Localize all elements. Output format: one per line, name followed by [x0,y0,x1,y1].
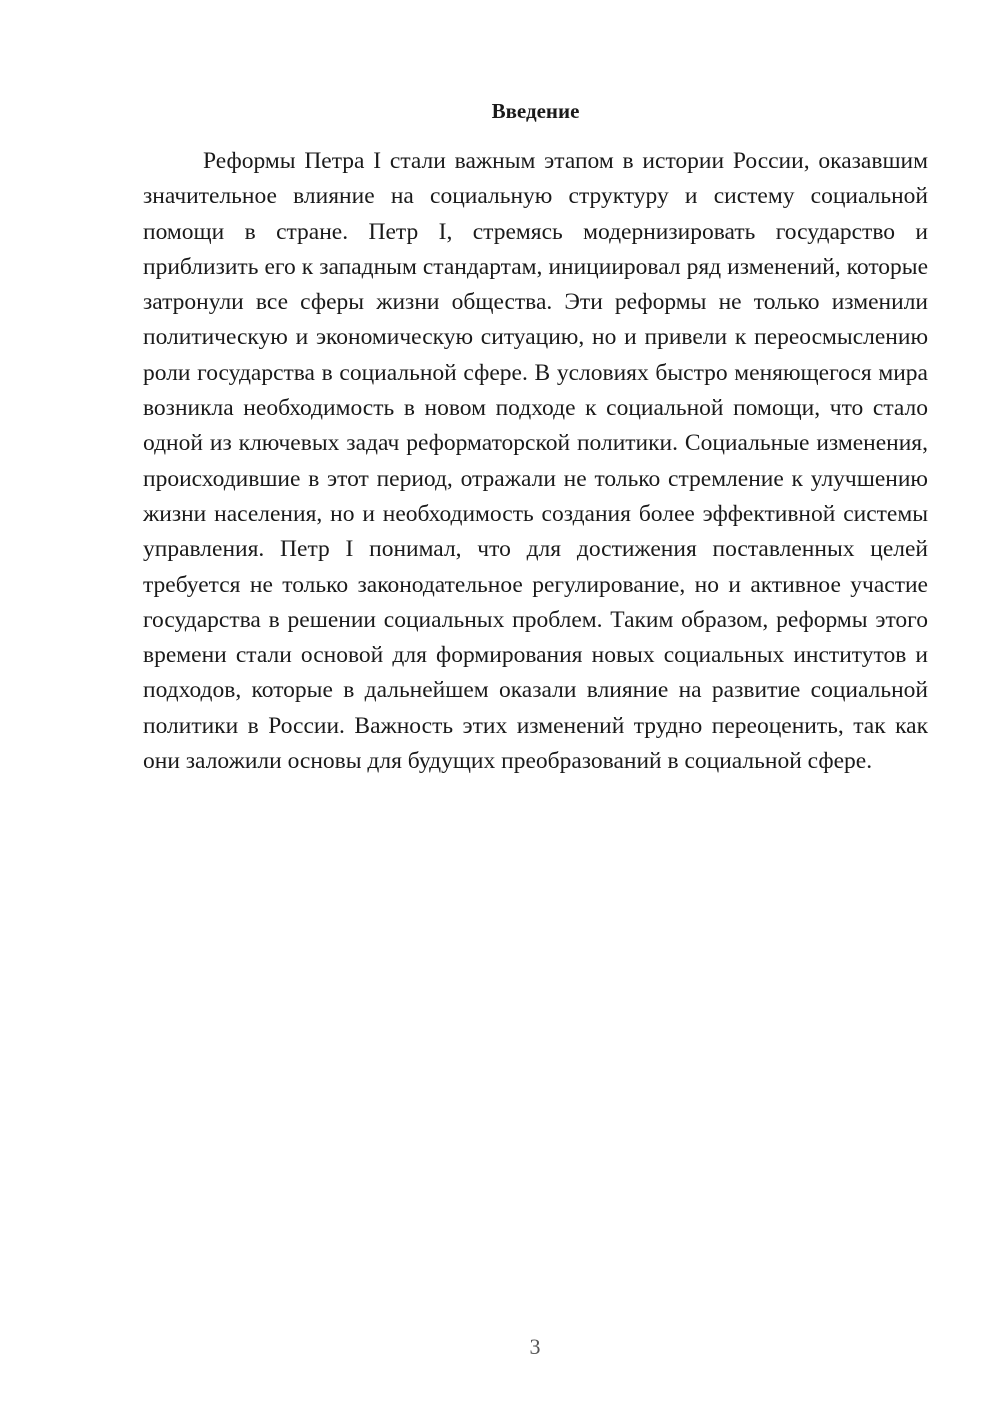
body-paragraph: Реформы Петра I стали важным этапом в истории России, оказавшим значительное влияние на социальную структуру и систему социальной помощи в стране. Петр I, стремясь модернизировать государство и приблизить его к западным стандартам, инициировал ряд изменений, которые затронули все сферы жизни общества. Эти реформы не только изменили политическую и экономическую ситуацию, но и привели к переосмыслению роли государства в социальной сфере. В условиях быстро меняющегося мира возникла необходимость в новом подходе к социальной помощи, что стало одной из ключевых задач реформаторской политики. Социальные изменения, происходившие в этот период, отражали не только стремление к улучшению жизни населения, но и необходимость создания более эффективной системы управления. Петр I понимал, что для достижения поставленных целей требуется не только законодательное регулирование, но и активное участие государства в решении социальных проблем. Таким образом, реформы этого времени стали основой для формирования новых социальных институтов и подходов, которые в дальнейшем оказали влияние на развитие социальной политики в России. Важность этих изменений трудно переоценить, так как они заложили основы для будущих преобразований в социальной сфере. [143,148,928,775]
page-number: 3 [529,1334,541,1359]
section-heading: Введение [491,99,580,123]
